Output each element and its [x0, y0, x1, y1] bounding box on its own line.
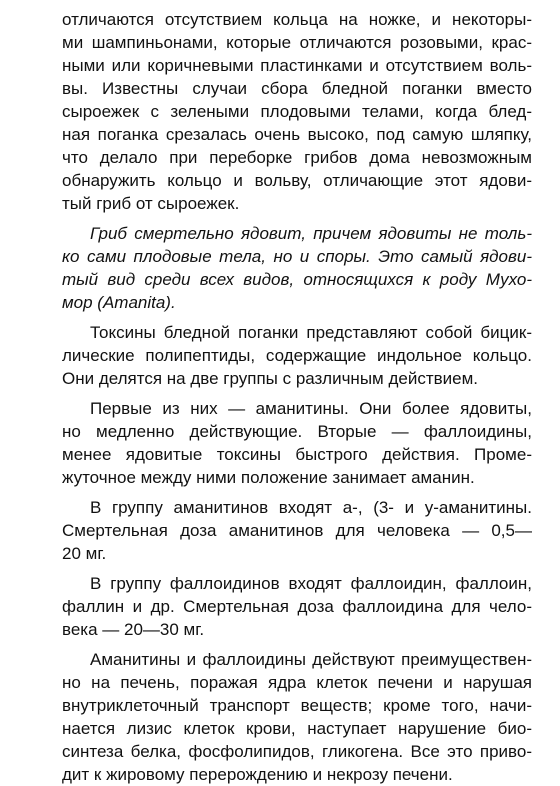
text-line: вы. Известны случаи сбора бледной поганки вместо [62, 79, 532, 98]
text-line: века — 20—30 мг. [62, 620, 205, 639]
text-line: лические полипептиды, содержащие индольное кольцо. [62, 346, 532, 365]
text-line: тый гриб от сыроежек. [62, 194, 240, 213]
text-line: В группу фаллоидинов входят фаллоидин, фаллоин, [90, 574, 532, 593]
text-line: Они делятся на две группы с различным действием. [62, 369, 478, 388]
text-line: Смертельная доза аманитинов для человека — 0,5— [62, 521, 532, 540]
text-line: отличаются отсутствием кольца на ножке, и некоторы- [62, 10, 532, 29]
text-line: ными или коричневыми пластинками и отсутствием воль- [62, 56, 532, 75]
text-line: В группу аманитинов входят а-, (3- и у-аманитины. [90, 498, 532, 517]
text-line: фаллин и др. Смертельная доза фаллоидина для чело- [62, 597, 532, 616]
text-line: но на печень, поражая ядра клеток печени и нарушая [62, 673, 532, 692]
text-line: обнаружить кольцо и вольву, отличающие этот ядови- [62, 171, 532, 190]
text-line: Аманитины и фаллоидины действуют преимуществен- [90, 650, 532, 669]
text-line: ко сами плодовые тела, но и споры. Это самый ядови- [62, 247, 532, 266]
text-line: менее ядовитые токсины быстрого действия. Проме- [62, 445, 532, 464]
text-line: Токсины бледной поганки представляют собой бицик- [90, 323, 532, 342]
text-line: тый вид среди всех видов, относящихся к роду Мухо- [62, 270, 532, 289]
text-line: внутриклеточный транспорт веществ; кроме того, начи- [62, 696, 532, 715]
text-line: мор (Amanita). [62, 293, 176, 312]
text-line: синтеза белка, фосфолипидов, гликогена. Все это приво- [62, 742, 532, 761]
text-line: сыроежек с зелеными плодовыми телами, когда блед- [62, 102, 532, 121]
text-line: жуточное между ними положение занимает аманин. [62, 468, 475, 487]
text-line: ми шампиньонами, которые отличаются розовыми, крас- [62, 33, 532, 52]
text-line: дит к жировому перерождению и некрозу печени. [62, 765, 453, 784]
text-line: Гриб смертельно ядовит, причем ядовиты не толь- [90, 224, 532, 243]
text-line: нается лизис клеток крови, наступает нарушение био- [62, 719, 532, 738]
text-line: 20 мг. [62, 544, 107, 563]
text-line: ная поганка срезалась очень высоко, под самую шляпку, [62, 125, 532, 144]
text-line: но медленно действующие. Вторые — фаллоидины, [62, 422, 532, 441]
text-line: что делало при переборке грибов дома невозможным [62, 148, 532, 167]
text-line: Первые из них — аманитины. Они более ядовиты, [90, 399, 532, 418]
